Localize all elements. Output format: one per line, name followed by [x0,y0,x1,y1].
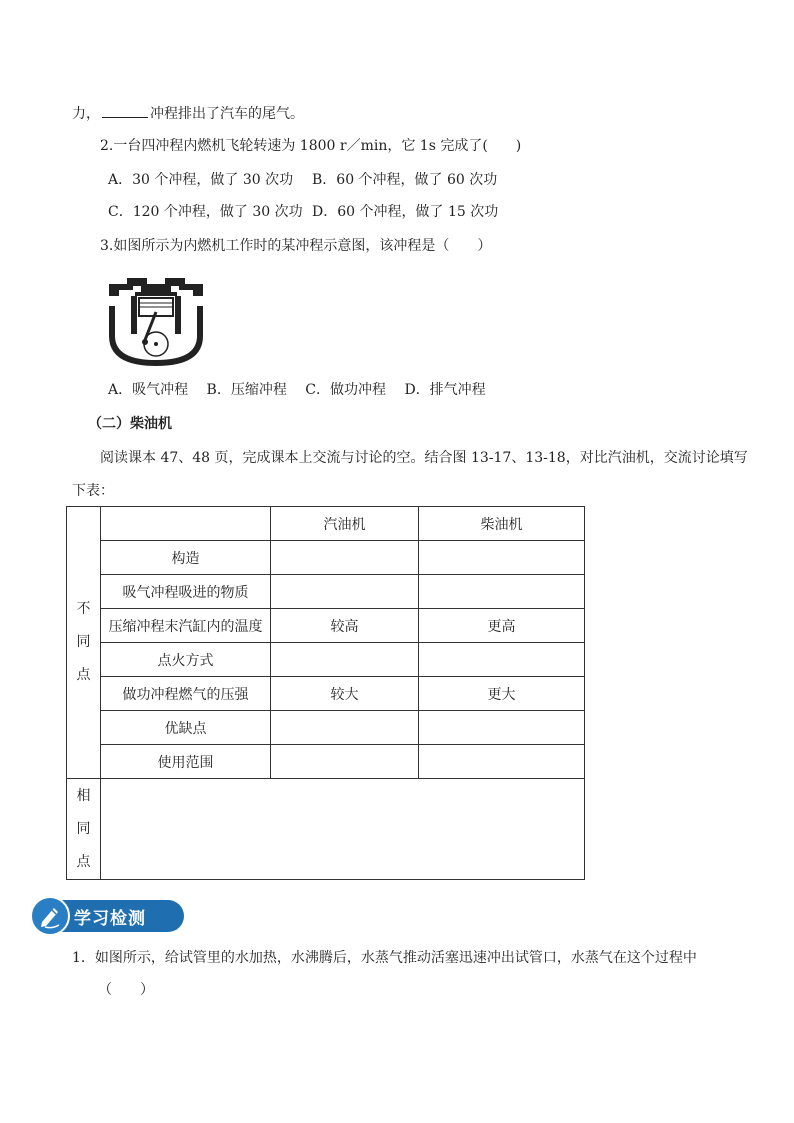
question-2-option-b: B．60 个冲程，做了 60 次功 [312,172,498,188]
diesel-cell: 更大 [419,677,585,711]
diff-label-cell [67,507,101,779]
question-2-option-c: C．120 个冲程，做了 30 次功 [108,204,303,220]
header-gasoline: 汽油机 [271,507,419,541]
gas-cell[interactable] [271,745,419,779]
table-row [67,643,585,677]
same-label-cell [67,779,101,880]
table-row [67,745,585,779]
question-2-option-a: A．30 个冲程，做了 30 次功 [108,172,294,188]
same-label-char: 相 [76,787,91,804]
table-row [67,711,585,745]
row-label: 吸气冲程吸进的物质 [101,575,271,609]
section-intro-line2: 下表： [72,483,114,499]
diff-label-char: 点 [76,667,91,683]
line1-suffix: 冲程排出了汽车的尾气。 [150,106,304,122]
table-row [67,575,585,609]
gas-cell: 较大 [271,677,419,711]
line1-prefix: 力， [72,106,100,122]
table-row [67,609,585,643]
diesel-cell[interactable] [419,643,585,677]
gas-cell[interactable] [271,541,419,575]
pencil-icon [30,896,70,936]
section-intro-line1: 阅读课本 47、48 页，完成课本上交流与讨论的空。结合图 13-17、13-18，对比汽油机，交流讨论填写 [100,450,748,466]
diesel-cell[interactable] [419,711,585,745]
answer-blank[interactable] [102,103,148,118]
row-label: 做功冲程燃气的压强 [101,677,271,711]
diesel-cell[interactable] [419,745,585,779]
learning-check-banner [30,896,184,936]
gas-cell[interactable] [271,711,419,745]
gas-cell[interactable] [271,643,419,677]
row-label: 构造 [101,541,271,575]
header-blank-cell [101,507,271,541]
question-3-stem: 3.如图所示为内燃机工作时的某冲程示意图，该冲程是（ ） [100,238,492,254]
same-label-char: 点 [76,853,91,870]
table-header-row [67,507,585,541]
comparison-table [66,506,585,880]
table-row [67,541,585,575]
row-label: 点火方式 [101,643,271,677]
row-label: 使用范围 [101,745,271,779]
section-diesel-title: （二）柴油机 [88,416,172,432]
gas-cell: 较高 [271,609,419,643]
check-question-1-stem: 1．如图所示，给试管里的水加热，水沸腾后，水蒸气推动活塞迅速冲出试管口，水蒸气在这个过程中 [72,950,697,966]
diesel-cell[interactable] [419,575,585,609]
question-3-options: A．吸气冲程 B．压缩冲程 C．做功冲程 D．排气冲程 [108,382,486,398]
banner-title: 学习检测 [74,909,146,929]
same-points-answer-cell[interactable] [101,779,585,880]
question-2-stem: 2.一台四冲程内燃机飞轮转速为 1800 r／min，它 1s 完成了( ) [100,138,522,154]
header-diesel: 柴油机 [419,507,585,541]
diff-label-char: 同 [76,634,91,650]
pencil-icon-graphic [32,898,68,934]
diesel-cell[interactable] [419,541,585,575]
diff-label-char: 不 [76,601,91,617]
same-label-char: 同 [76,820,91,837]
diesel-cell: 更高 [419,609,585,643]
table-row [67,677,585,711]
same-points-row [67,779,585,880]
line-exhaust-stroke [72,103,304,124]
row-label: 优缺点 [101,711,271,745]
question-2-option-d: D．60 个冲程，做了 15 次功 [312,204,499,220]
gas-cell[interactable] [271,575,419,609]
check-question-1-paren: （ ） [98,982,154,998]
engine-stroke-diagram [107,276,205,368]
row-label: 压缩冲程末汽缸内的温度 [101,609,271,643]
